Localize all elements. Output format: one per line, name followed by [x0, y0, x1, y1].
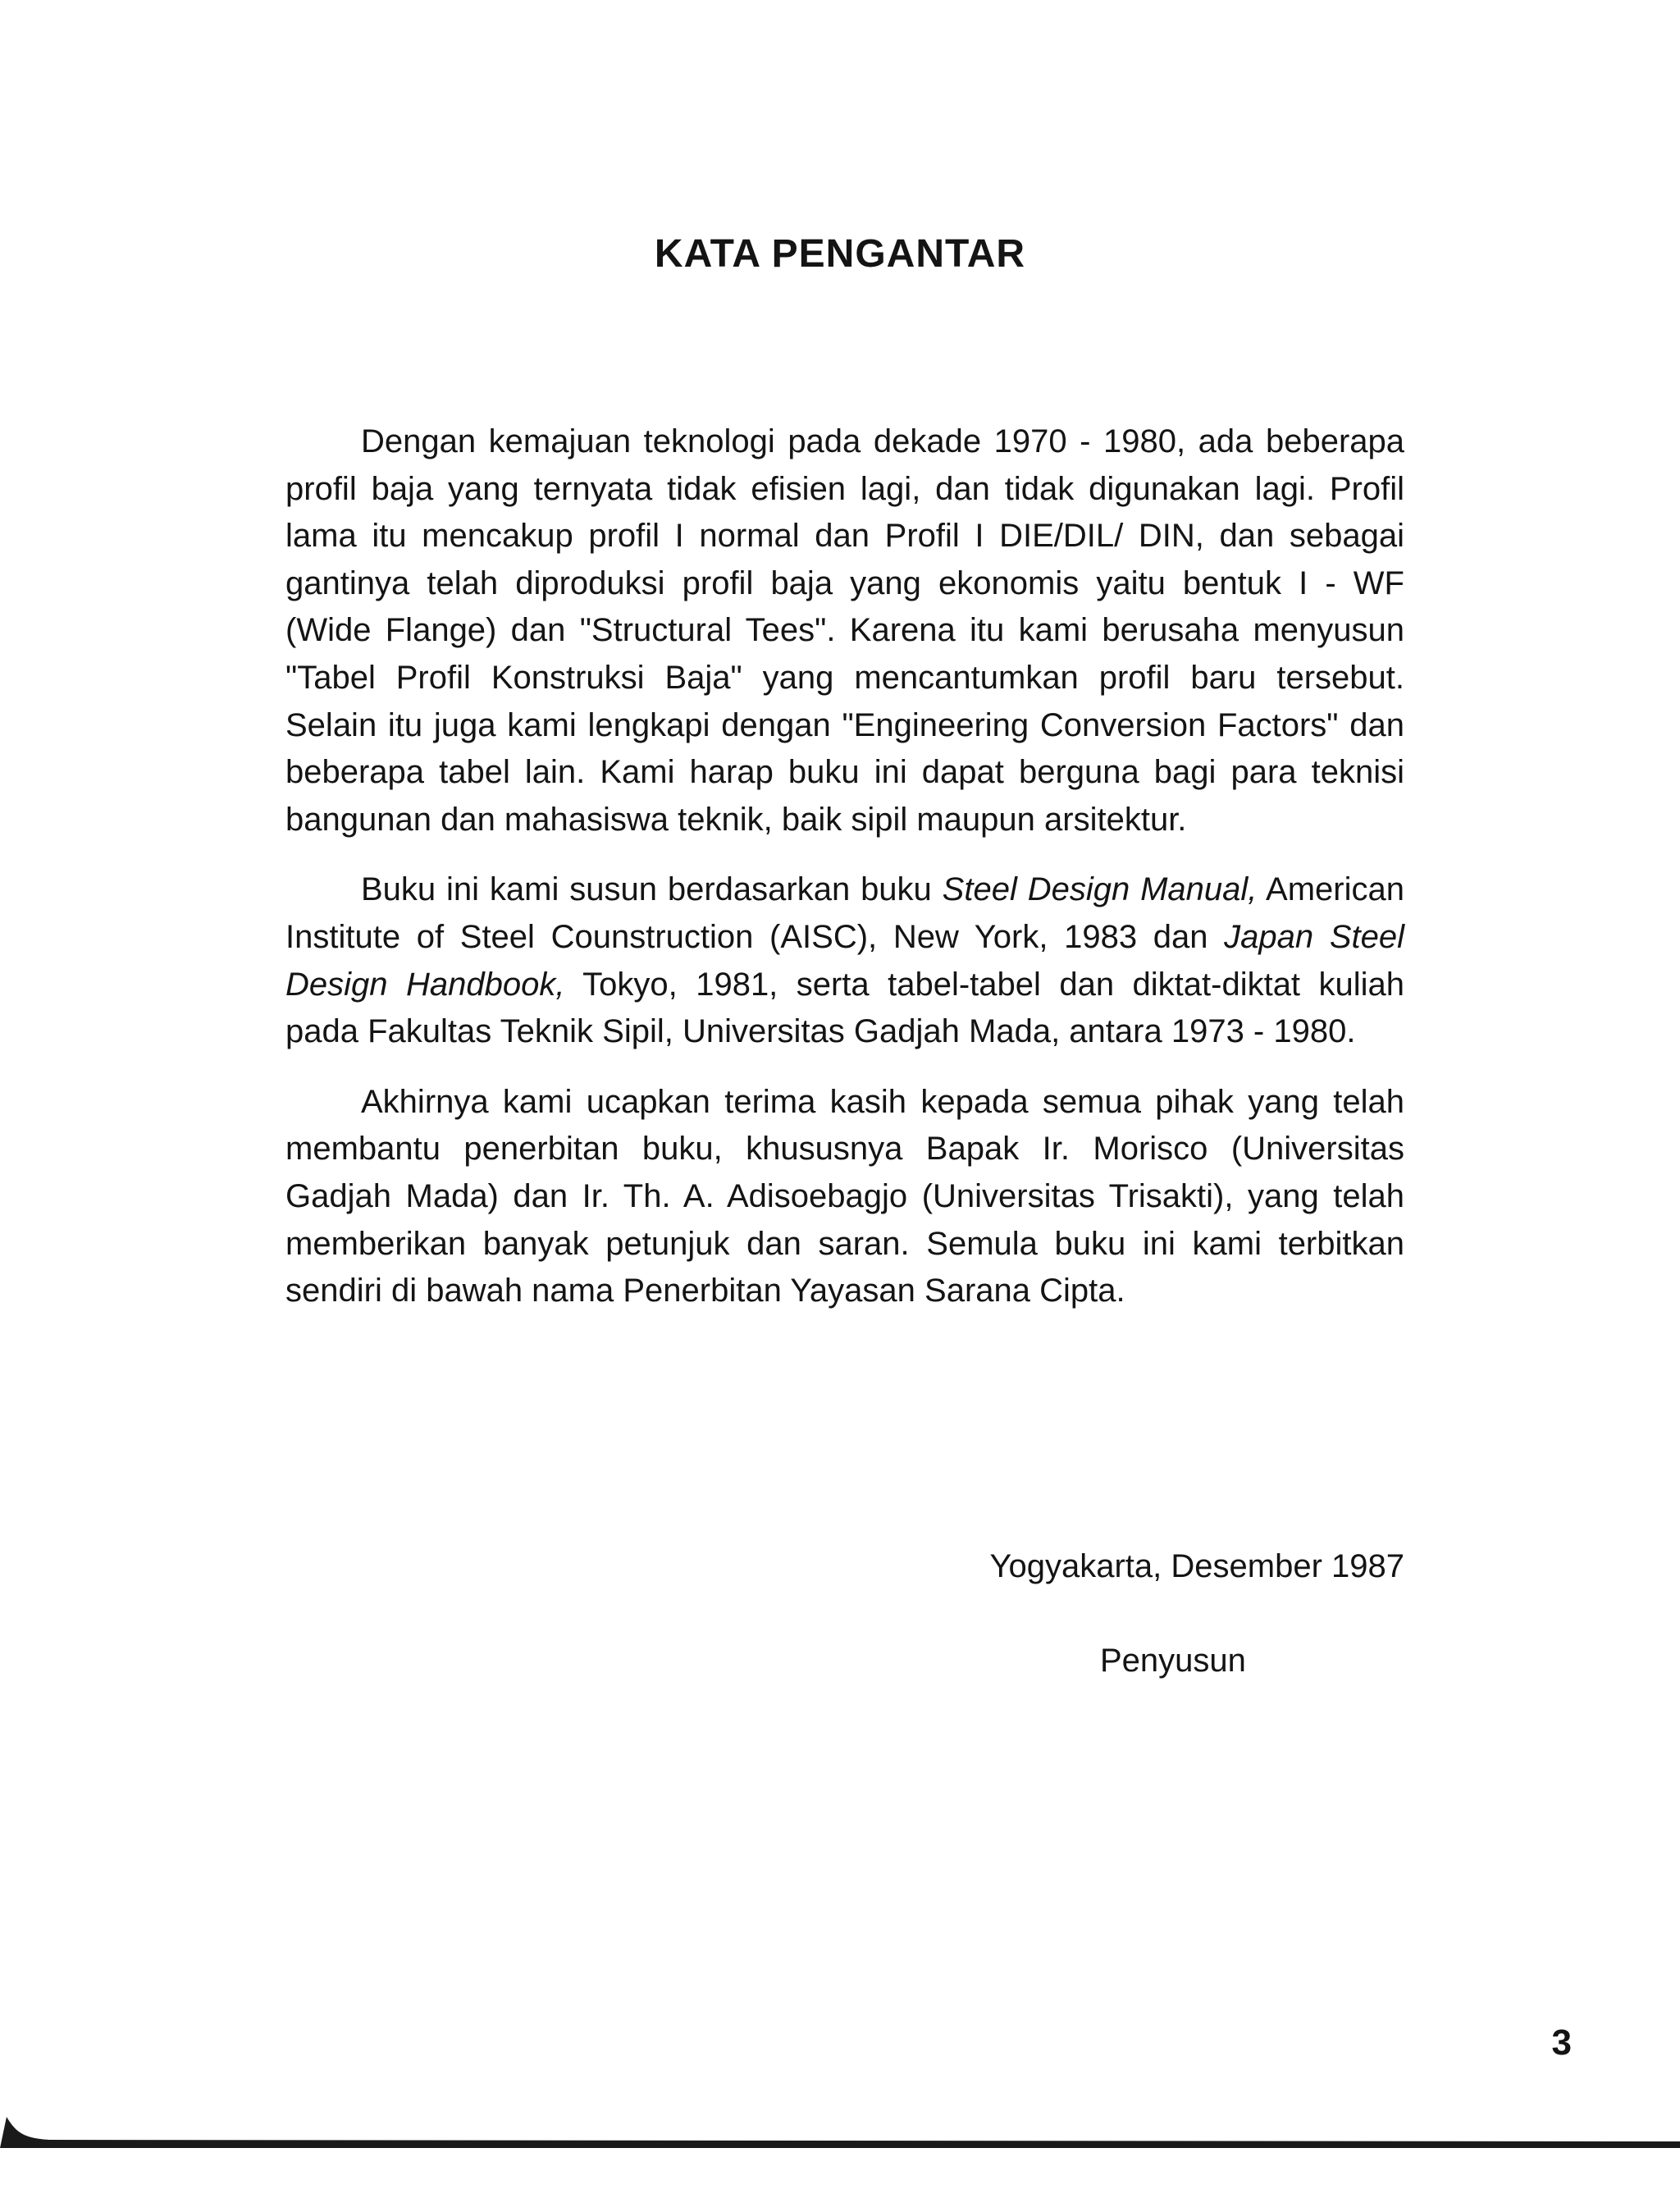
scanned-page-edge — [0, 2100, 1680, 2212]
paragraph — [285, 866, 1404, 1055]
cited-book-title: Steel Design Manual, — [942, 871, 1258, 908]
page-number: 3 — [1551, 2022, 1572, 2063]
paragraph — [285, 418, 1404, 843]
paragraph-text: Akhirnya kami ucapkan terima kasih kepada semua pihak yang telah membantu penerbitan buku, khususnya Bapak Ir. Morisco (Universitas Gadjah Mada) dan Ir. Th. A. Adisoebagjo (Universitas Trisakti), yang telah memberikan banyak petunjuk dan saran. Semula buku ini kami terbitkan sendiri di bawah nama Penerbitan Yayasan Sarana Cipta. — [285, 1083, 1404, 1309]
paragraph — [285, 1079, 1404, 1315]
cited-book-title: Japan Steel Design Handbook, — [285, 918, 1404, 1003]
page-title: KATA PENGANTAR — [654, 232, 1026, 276]
paragraph-text: Dengan kemajuan teknologi pada dekade 1970 - 1980, ada beberapa profil baja yang ternyata tidak efisien lagi, dan tidak digunakan lagi. Profil lama itu mencakup profil I normal dan Profil I DIE/DIL/ DIN, dan sebagai gantinya telah diproduksi profil baja yang ekonomis yaitu bentuk I - WF (Wide Flange) dan "Structural Tees". Karena itu kami berusaha menyusun "Tabel Profil Konstruksi Baja" yang mencantumkan profil baru tersebut. Selain itu juga kami lengkapi dengan "Engineering Conversion Factors" dan beberapa tabel lain. Kami harap buku ini dapat berguna bagi para teknisi bangunan dan mahasiswa teknik, baik sipil maupun arsitektur. — [285, 423, 1404, 838]
author-signature-line: Penyusun — [1100, 1643, 1246, 1679]
place-and-date: Yogyakarta, Desember 1987 — [989, 1548, 1404, 1584]
paragraph-text: Buku ini kami susun berdasarkan buku — [361, 871, 943, 908]
paragraph-text: American Institute of Steel Counstruction (AISC), New York, 1983 dan — [285, 871, 1404, 955]
paragraph-text: Tokyo, 1981, serta tabel-tabel dan diktat-diktat kuliah pada Fakultas Teknik Sipil, Universitas Gadjah Mada, antara 1973 - 1980. — [285, 966, 1404, 1050]
preface-body — [285, 418, 1404, 1338]
